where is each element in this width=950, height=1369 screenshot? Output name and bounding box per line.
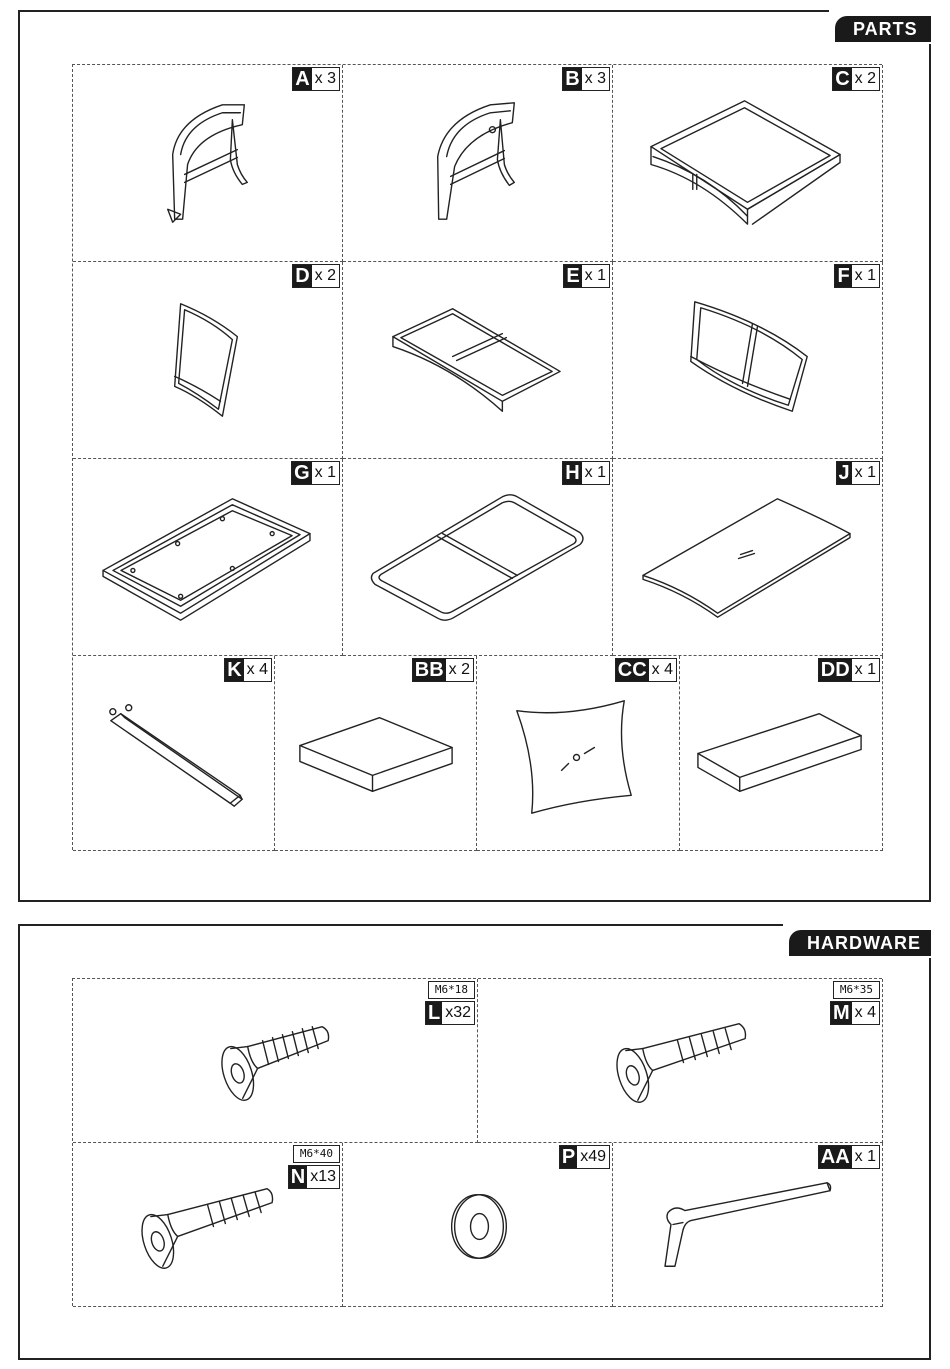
part-cell-bb [275,656,477,851]
part-label: DD x 1 [818,658,880,682]
chair-side-frame-icon [73,65,342,261]
hardware-title: HARDWARE [789,930,931,956]
sofa-back-frame-icon [613,262,882,458]
bolt-icon [73,1143,342,1306]
part-label: CC x 4 [615,658,677,682]
hardware-cell-m [478,979,883,1143]
hardware-cell-n [73,1143,343,1307]
part-label: E x 1 [563,264,610,288]
chair-back-frame-icon [73,262,342,458]
spec-label: M6*18 [428,981,475,999]
sofa-seat-frame-icon [343,262,612,458]
table-lower-frame-icon [343,459,612,655]
part-label: F x 1 [834,264,880,288]
spec-label: M6*35 [833,981,880,999]
parts-tab [835,10,931,44]
table-leg-icon [73,656,274,850]
parts-grid [72,64,882,850]
parts-title: PARTS [835,16,931,42]
part-cell-h [343,459,613,656]
part-cell-e [343,262,613,459]
bolt-icon [73,979,477,1142]
part-label: H x 1 [562,461,610,485]
hardware-panel [18,924,931,1360]
part-cell-k [73,656,275,851]
part-cell-c [613,65,883,262]
allen-key-icon [613,1143,882,1306]
part-cell-a [73,65,343,262]
pillow-icon [477,656,679,850]
part-cell-j [613,459,883,656]
chair-seat-frame-icon [613,65,882,261]
part-cell-b [343,65,613,262]
part-cell-d [73,262,343,459]
hardware-tab [789,924,931,958]
washer-icon [343,1143,612,1306]
chair-side-frame-icon [343,65,612,261]
hardware-cell-l [73,979,478,1143]
part-cell-dd [680,656,883,851]
part-label: C x 2 [832,67,880,91]
part-cell-f [613,262,883,459]
table-top-frame-icon [73,459,342,655]
hardware-cell-aa [613,1143,883,1307]
part-cell-cc [477,656,680,851]
part-label: A x 3 [292,67,340,91]
part-label: K x 4 [224,658,272,682]
long-cushion-icon [680,656,882,850]
glass-panel-icon [613,459,882,655]
hardware-label: P x49 [559,1145,610,1169]
hardware-grid [72,978,882,1306]
hardware-label: M x 4 [830,1001,880,1025]
part-label: G x 1 [291,461,340,485]
part-label: BB x 2 [412,658,474,682]
spec-label: M6*40 [293,1145,340,1163]
hardware-cell-p [343,1143,613,1307]
hardware-label: L x32 [425,1001,475,1025]
parts-panel [18,10,931,902]
hardware-label: AA x 1 [818,1145,880,1169]
part-label: B x 3 [562,67,610,91]
part-cell-g [73,459,343,656]
part-label: D x 2 [292,264,340,288]
bolt-icon [478,979,882,1142]
hardware-label: N x13 [288,1165,340,1189]
cushion-icon [275,656,476,850]
part-label: J x 1 [836,461,880,485]
